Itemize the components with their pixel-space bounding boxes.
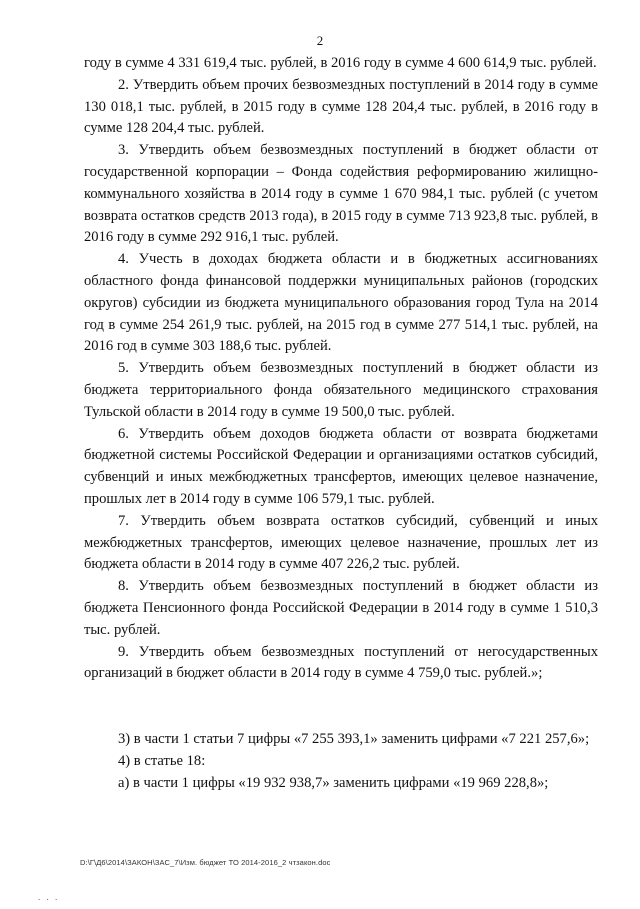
paragraph-item-8: 8. Утвердить объем безвозмездных поступлений в бюджет области из бюджета Пенсионного фонда Российской Федерации в 2014 году в сумме 1 510,3 тыс. рублей.: [84, 578, 598, 638]
paragraph-item-6: 6. Утвердить объем доходов бюджета области от возврата бюджетами бюджетной системы Российской Федерации и организациями остатков субсидий, субвенций и иных межбюджетных трансфертов, имеющих целевое назначение, прошлых лет в 2014 году в сумме 106 579,1 тыс. рублей.: [84, 425, 598, 507]
paragraph-item-2: 2. Утвердить объем прочих безвозмездных поступлений в 2014 году в сумме 130 018,1 тыс. рублей, в 2015 году в сумме 128 204,4 тыс. рублей, в 2016 году в сумме 128 204,4 тыс. рублей.: [84, 76, 598, 137]
spacer: [84, 685, 598, 729]
document-body: [84, 53, 598, 795]
paragraph-item-7: 7. Утвердить объем возврата остатков субсидий, субвенций и иных межбюджетных трансфертов, имеющих целевое назначение, прошлых лет из бюджета области в 2014 году в сумме 407 226,2 тыс. рублей.: [84, 512, 598, 573]
scan-marks: . . .: [38, 892, 60, 902]
page-number: 2: [316, 33, 324, 48]
paragraph-item-4: 4. Учесть в доходах бюджета области и в бюджетных ассигнованиях областного фонда финансовой поддержки муниципальных районов (городских округов) субсидии из бюджета муниципального образования город Тула на 2014 год в сумме 254 261,9 тыс. рублей, на 2015 год в сумме 277 514,1 тыс. рублей, на 2016 год в сумме 303 188,6 тыс. рублей.: [84, 251, 598, 355]
amendment-subitem-a: а) в части 1 цифры «19 932 938,7» заменить цифрами «19 969 228,8»;: [118, 774, 549, 791]
paragraph-continuation: году в сумме 4 331 619,4 тыс. рублей, в 2016 году в сумме 4 600 614,9 тыс. рублей.: [84, 55, 597, 71]
paragraph-item-3: 3. Утвердить объем безвозмездных поступлений в бюджет области от государственной корпорации – Фонда содействия реформированию жилищно-коммунального хозяйства в 2014 году в сумме 1 670 984,1 тыс. рублей (с учетом возврата остатков средств 2013 года), в 2015 году в сумме 713 923,8 тыс. рублей, в 2016 году в сумме 292 916,1 тыс. рублей.: [84, 142, 598, 246]
amendment-item-3: 3) в части 1 статьи 7 цифры «7 255 393,1» заменить цифрами «7 221 257,6»;: [118, 731, 590, 748]
amendment-item-4: 4) в статье 18:: [118, 752, 206, 769]
paragraph-item-9: 9. Утвердить объем безвозмездных поступлений от негосударственных организаций в бюджет области в 2014 году в сумме 4 759,0 тыс. рублей.»;: [84, 643, 598, 682]
paragraph-item-5: 5. Утвердить объем безвозмездных поступлений в бюджет области из бюджета территориального фонда обязательного медицинского страхования Тульской области в 2014 году в сумме 19 500,0 тыс. рублей.: [84, 360, 598, 420]
footer-file-path: D:\Г\Д6\2014\ЗАКОН\ЗАС_7\Изм. бюджет ТО 2014-2016_2 чтзакон.doc: [80, 858, 331, 867]
